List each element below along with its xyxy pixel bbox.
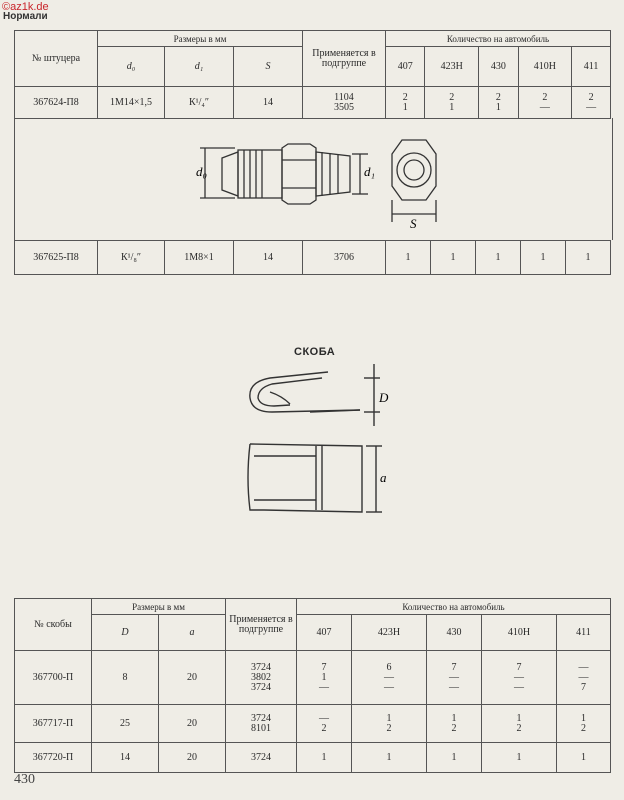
D-value: 25 [92,705,159,743]
qty-cell: 1 [386,241,431,275]
table-row [15,743,611,773]
model-col: 410Н [518,47,572,87]
s-value: 14 [234,87,303,119]
model-col: 430 [426,615,481,651]
clamp-title: СКОБА [294,346,336,358]
group-values: 3706 [303,241,386,275]
qty-cell: 1 [426,743,481,773]
qty-cell: 2 1 [386,87,425,119]
qty-cell: 1 [476,241,521,275]
qty-cell: 2 — [518,87,572,119]
model-col: 423Н [352,615,427,651]
fitting-number: 367624-П8 [15,87,98,119]
col-a: a [159,615,226,651]
qty-cell: 7 1 — [297,651,352,705]
d0-label: d₀ [196,164,208,179]
col-s: S [234,47,303,87]
clamp-number: 367720-П [15,743,92,773]
qty-cell: 2 1 [425,87,479,119]
D-value: 14 [92,743,159,773]
qty-cell: 1 [521,241,566,275]
qty-cell: 7 — — [426,651,481,705]
col-quantity: Количество на автомобиль [297,599,611,615]
col-quantity: Количество на автомобиль [386,31,611,47]
a-value: 20 [159,743,226,773]
page-header: Нормали [3,11,48,22]
qty-cell: 1 [556,743,610,773]
d0-value: 1М14×1,5 [98,87,165,119]
table-row [15,651,611,705]
col-clamp-number: № скобы [15,599,92,651]
qty-cell: — 2 [297,705,352,743]
D-value: 8 [92,651,159,705]
watermark: ©az1k.de [2,1,49,13]
a-value: 20 [159,705,226,743]
clamp-number: 367717-П [15,705,92,743]
qty-cell: — — 7 [556,651,610,705]
qty-cell: 1 [297,743,352,773]
s-value: 14 [234,241,303,275]
qty-cell: 1 [352,743,427,773]
qty-cell: 2 1 [479,87,518,119]
d1-value: 1М8×1 [165,241,234,275]
model-col: 411 [556,615,610,651]
group-values: 3724 [226,743,297,773]
group-values: 3724 8101 [226,705,297,743]
col-D: D [92,615,159,651]
model-col: 410Н [482,615,557,651]
col-sizes: Размеры в мм [92,599,226,615]
d1-label: d₁ [364,164,376,179]
col-applied: Применяется в подгруппе [226,599,297,651]
qty-cell: 1 2 [352,705,427,743]
model-col: 430 [479,47,518,87]
qty-cell: 6 — — [352,651,427,705]
col-d1: d₁ [165,47,234,87]
qty-cell: 7 — — [482,651,557,705]
qty-cell: 1 [566,241,611,275]
s-label: S [410,216,417,231]
qty-cell: 1 2 [426,705,481,743]
clamp-number: 367700-П [15,651,92,705]
fitting-number: 367625-П8 [15,241,98,275]
d1-value: К¹/₄″ [165,87,234,119]
qty-cell: 1 [431,241,476,275]
page-number: 430 [14,772,35,787]
col-applied: Применяется в подгруппе [303,31,386,87]
group-values: 3724 3802 3724 [226,651,297,705]
table-row [15,705,611,743]
model-col: 423Н [425,47,479,87]
a-value: 20 [159,651,226,705]
col-sizes: Размеры в мм [98,31,303,47]
model-col: 407 [297,615,352,651]
d0-value: К¹/₈″ [98,241,165,275]
qty-cell: 1 2 [556,705,610,743]
col-fitting-number: № штуцера [15,31,98,87]
D-label: D [379,390,389,405]
model-col: 407 [386,47,425,87]
qty-cell: 1 2 [482,705,557,743]
a-label: a [380,470,387,485]
model-col: 411 [572,47,611,87]
qty-cell: 1 [482,743,557,773]
col-d0: d₀ [98,47,165,87]
group-values: 1104 3505 [303,87,386,119]
clamps-table [14,598,611,773]
qty-cell: 2 — [572,87,611,119]
